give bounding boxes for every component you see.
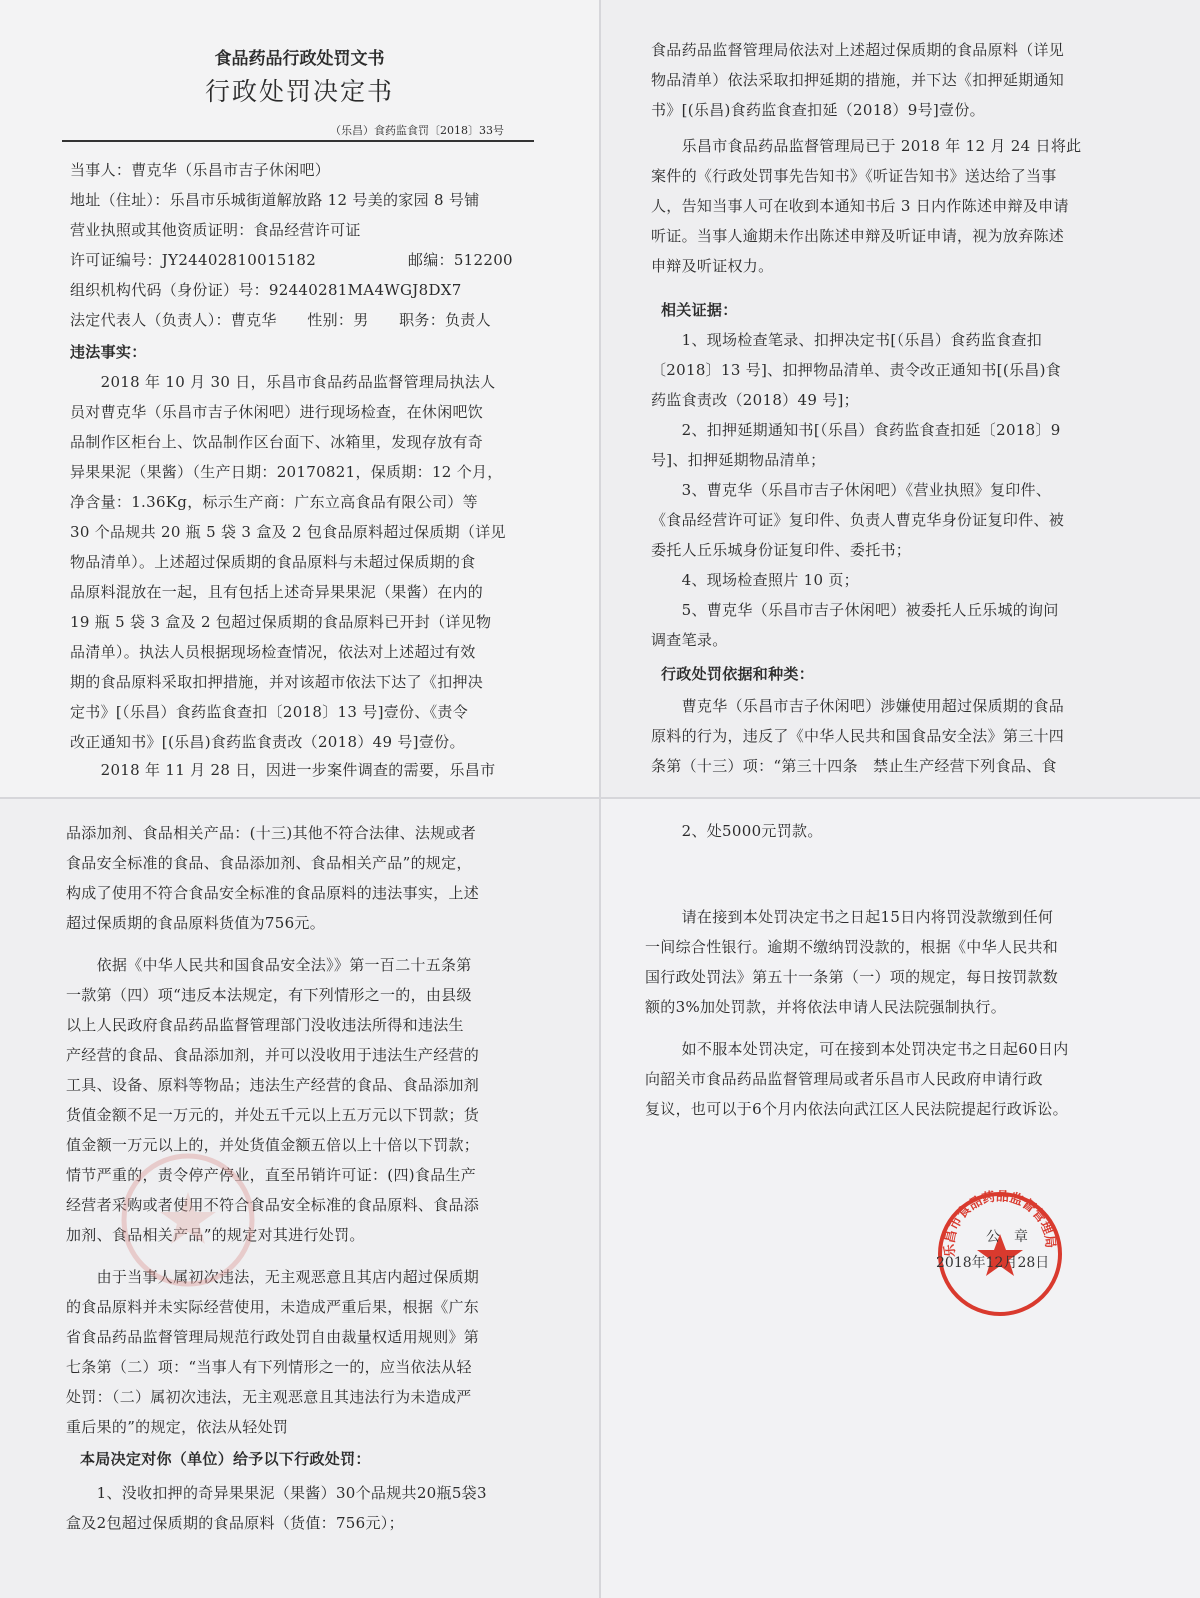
page-2-text-line: 相关证据： (661, 301, 738, 319)
page-1-text-line: 组织机构代码（身份证）号：92440281MA4WGJ8DX7 (70, 281, 462, 299)
page-3-text-line: 省食品药品监督管理局规范行政处罚自由裁量权适用规则》第 (66, 1328, 480, 1346)
page-3-text-line: 依据《中华人民共和国食品安全法》》第一百二十五条第 (66, 956, 472, 974)
page-3-text-line: 处罚：（二）属初次违法，无主观恶意且其违法行为未造成严 (66, 1388, 472, 1406)
page-2-text-line: 药监食责改（2018）49 号]； (651, 391, 859, 409)
page-3-text-line: 构成了使用不符合食品安全标准的食品原料的违法事实，上述 (66, 884, 480, 902)
page-1-text-line: 员对曹克华（乐昌市吉子休闲吧）进行现场检查，在休闲吧饮 (70, 403, 484, 421)
page-2-text-line: 条第（十三）项：“第三十四条 禁止生产经营下列食品、食 (651, 757, 1057, 775)
page-3-text-line: 货值金额不足一万元的，并处五千元以上五万元以下罚款；货 (66, 1106, 480, 1124)
page-2-text-line: 申辩及听证权力。 (651, 257, 774, 275)
page-2-text-line: 乐昌市食品药品监督管理局已于 2018 年 12 月 24 日将此 (651, 137, 1082, 155)
page-3-text-line: 本局决定对你（单位）给予以下行政处罚： (80, 1450, 371, 1468)
page-2-text-line: 物品清单）依法采取扣押延期的措施，并下达《扣押延期通知 (651, 71, 1065, 89)
page-2-text-line: 书》[(乐昌)食药监食查扣延（2018）9号]壹份。 (651, 101, 985, 119)
page-1-text-line: 2018 年 10 月 30 日，乐昌市食品药品监督管理局执法人 (70, 373, 496, 391)
page-3-text-line: 经营者采购或者使用不符合食品安全标准的食品原料、食品添 (66, 1196, 480, 1214)
page-3-text-line: 的食品原料并未实际经营使用，未造成严重后果，根据《广东 (66, 1298, 480, 1316)
page-1-text-line: 品制作区柜台上、饮品制作区台面下、冰箱里，发现存放有奇 (70, 433, 484, 451)
page-3-text-line: 以上人民政府食品药品监督管理部门没收违法所得和违法生 (66, 1016, 464, 1034)
document-page-4 (601, 799, 1200, 1598)
page-2-text-line: 原料的行为，违反了《中华人民共和国食品安全法》第三十四 (651, 727, 1065, 745)
page-4-text-line: 请在接到本处罚决定书之日起15日内将罚没款缴到任何 (651, 908, 1054, 926)
page-3-text-line: 1、没收扣押的奇异果果泥（果酱）30个品规共20瓶5袋3 (66, 1484, 487, 1502)
page-4-text-line: 一间综合性银行。逾期不缴纳罚没款的，根据《中华人民共和 (645, 938, 1059, 956)
page-1-text-line: 改正通知书》[(乐昌)食药监食责改（2018）49 号]壹份。 (70, 733, 465, 751)
page-3-text-line: 产经营的食品、食品添加剂，并可以没收用于违法生产经营的 (66, 1046, 480, 1064)
page-1-text-line: 定书》[（乐昌）食药监食查扣〔2018〕13 号]壹份、《责令 (70, 703, 469, 721)
page-3-text-line: 由于当事人属初次违法，无主观恶意且其店内超过保质期 (66, 1268, 480, 1286)
page-1-text-line: 净含量：1.36Kg，标示生产商：广东立高食品有限公司）等 (70, 493, 478, 511)
page-2-text-line: 2、扣押延期通知书[（乐昌）食药监食查扣延〔2018〕9 (651, 421, 1061, 439)
page-1-text-line: 法定代表人（负责人）：曹克华 性别：男 职务：负责人 (70, 311, 491, 329)
page-1-text-line: 违法事实： (70, 343, 147, 361)
page-1-text-line: 19 瓶 5 袋 3 盒及 2 包超过保质期的食品原料已开封（详见物 (70, 613, 492, 631)
document-page-1 (0, 0, 599, 797)
page-2-text-line: 号]、扣押延期物品清单； (651, 451, 826, 469)
page-3-text-line: 重后果的”的规定，依法从轻处罚 (66, 1418, 289, 1436)
page-4-text-line: 如不服本处罚决定，可在接到本处罚决定书之日起60日内 (651, 1040, 1069, 1058)
document-page-3 (0, 799, 599, 1598)
page-1-text-line: 2018 年 11 月 28 日，因进一步案件调查的需要，乐昌市 (70, 761, 496, 779)
document-number: （乐昌）食药监食罚〔2018〕33号 (330, 124, 504, 137)
page-2-text-line: 4、现场检查照片 10 页； (651, 571, 859, 589)
page-1-text-line: 30 个品规共 20 瓶 5 袋 3 盒及 2 包食品原料超过保质期（详见 (70, 523, 506, 541)
page-2-text-line: 1、现场检查笔录、扣押决定书[（乐昌）食药监食查扣 (651, 331, 1042, 349)
page-2-text-line: 调查笔录。 (651, 631, 728, 649)
page-3-text-line: 工具、设备、原料等物品；违法生产经营的食品、食品添加剂 (66, 1076, 480, 1094)
page-2-text-line: 委托人丘乐城身份证复印件、委托书； (651, 541, 912, 559)
page-1-text-line: 许可证编号：JY24402810015182 邮编：512200 (70, 251, 513, 269)
page-2-text-line: 食品药品监督管理局依法对上述超过保质期的食品原料（详见 (651, 41, 1065, 59)
page-2-text-line: 人，告知当事人可在收到本通知书后 3 日内作陈述申辩及申请 (651, 197, 1069, 215)
page-2-text-line: 听证。当事人逾期未作出陈述申辩及听证申请，视为放弃陈述 (651, 227, 1065, 245)
page-3-text-line: 加剂、食品相关产品”的规定对其进行处罚。 (66, 1226, 365, 1244)
page-2-text-line: 案件的《行政处罚事先告知书》《听证告知书》送达给了当事 (651, 167, 1057, 185)
page-3-text-line: 品添加剂、食品相关产品：(十三)其他不符合法律、法规或者 (66, 824, 477, 842)
page-3-text-line: 情节严重的，责令停产停业，直至吊销许可证：(四)食品生产 (66, 1166, 477, 1184)
page-1-text-line: 当事人：曹克华（乐昌市吉子休闲吧） (70, 161, 331, 179)
document-title: 行政处罚决定书 (204, 77, 394, 106)
page-3-text-line: 值金额一万元以上的，并处货值金额五倍以上十倍以下罚款； (66, 1136, 480, 1154)
page-3-text-line: 七条第（二）项：“当事人有下列情形之一的，应当依法从轻 (66, 1358, 472, 1376)
page-2-text-line: 行政处罚依据和种类： (661, 665, 815, 683)
page-2-text-line: 曹克华（乐昌市吉子休闲吧）涉嫌使用超过保质期的食品 (651, 697, 1065, 715)
page-2-text-line: 5、曹克华（乐昌市吉子休闲吧）被委托人丘乐城的询问 (651, 601, 1059, 619)
page-3-text-line: 超过保质期的食品原料货值为756元。 (66, 914, 326, 932)
page-4-text-line: 额的3%加处罚款，并将依法申请人民法院强制执行。 (645, 998, 1006, 1016)
document-page-2 (601, 0, 1200, 797)
page-1-text-line: 品原料混放在一起，且有包括上述奇异果果泥（果酱）在内的 (70, 583, 484, 601)
page-3-text-line: 食品安全标准的食品、食品添加剂、食品相关产品”的规定， (66, 854, 472, 872)
page-4-text-line: 复议，也可以于6个月内依法向武江区人民法院提起行政诉讼。 (645, 1100, 1068, 1118)
page-3-text-line: 盒及2包超过保质期的食品原料（货值：756元）； (66, 1514, 404, 1532)
page-1-text-line: 异果果泥（果酱）（生产日期：20170821，保质期：12 个月， (70, 463, 503, 481)
page-2-text-line: 〔2018〕13 号]、扣押物品清单、责令改正通知书[(乐昌)食 (651, 361, 1062, 379)
seal-label: 公 章 (986, 1229, 1028, 1245)
page-1-text-line: 品清单）。执法人员根据现场检查情况，依法对上述超过有效 (70, 643, 476, 661)
page-3-text-line: 一款第（四）项“违反本法规定，有下列情形之一的，由县级 (66, 986, 472, 1004)
page-1-text-line: 物品清单）。上述超过保质期的食品原料与未超过保质期的食 (70, 553, 476, 571)
page-1-text-line: 地址（住址）：乐昌市乐城街道解放路 12 号美的家园 8 号铺 (70, 191, 480, 209)
page-2-text-line: 《食品经营许可证》复印件、负责人曹克华身份证复印件、被 (651, 511, 1065, 529)
document-org-title: 食品药品行政处罚文书 (214, 49, 385, 69)
page-4-text-line: 2、处5000元罚款。 (651, 822, 823, 840)
page-4-text-line: 向韶关市食品药品监督管理局或者乐昌市人民政府申请行政 (645, 1070, 1043, 1088)
page-4-text-line: 国行政处罚法》第五十一条第（一）项的规定，每日按罚款数 (645, 968, 1059, 986)
faint-seal-stamp (118, 1150, 258, 1290)
page-1-text-line: 期的食品原料采取扣押措施，并对该超市依法下达了《扣押决 (70, 673, 484, 691)
seal-date: 2018年12月28日 (936, 1255, 1050, 1271)
header-rule (62, 140, 534, 142)
page-2-text-line: 3、曹克华（乐昌市吉子休闲吧）《营业执照》复印件、 (651, 481, 1052, 499)
page-1-text-line: 营业执照或其他资质证明：食品经营许可证 (70, 221, 361, 239)
seal-ring-text: 乐昌市食品药品监督管理局 (942, 1190, 1058, 1258)
